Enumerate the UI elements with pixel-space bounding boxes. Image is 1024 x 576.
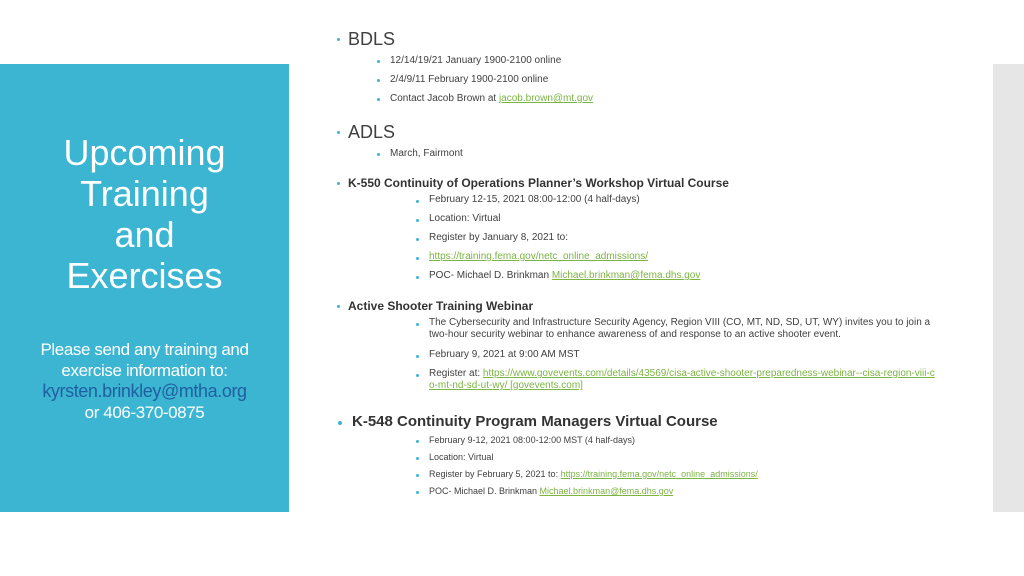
bullet-icon (377, 79, 380, 82)
k548-location: Location: Virtual (429, 452, 494, 462)
bullet-icon (337, 305, 340, 308)
bdls-item-2: 2/4/9/11 February 1900-2100 online (390, 74, 549, 85)
bullet-icon (416, 323, 419, 326)
adls-item-1: March, Fairmont (390, 148, 463, 159)
active-shooter-heading: Active Shooter Training Webinar (348, 299, 534, 313)
active-shooter-register-prefix: Register at: (429, 368, 481, 379)
bullet-icon (416, 374, 419, 377)
active-shooter-register (429, 368, 939, 392)
bullet-icon (416, 440, 419, 443)
slide-title: Upcoming Training and Exercises (63, 132, 226, 296)
bullet-icon (337, 182, 340, 185)
bdls-contact-email-link[interactable]: jacob.brown@mt.gov (498, 93, 594, 104)
right-gray-strip (993, 64, 1024, 512)
active-shooter-description: The Cybersecurity and Infrastructure Security Agency, Region VIII (CO, MT, ND, SD, UT, WY) invites you to join a two-hour security webinar to enhance awareness of and response to an active shooter event. (429, 317, 931, 340)
bullet-icon (337, 131, 340, 134)
contact-email-link[interactable]: kyrsten.brinkley@mtha.org (42, 381, 247, 401)
bullet-icon (377, 98, 380, 101)
bullet-icon (377, 153, 380, 156)
bullet-icon (338, 421, 342, 425)
k550-heading: K-550 Continuity of Operations Planner’s Workshop Virtual Course (348, 176, 729, 190)
bullet-icon (416, 219, 419, 222)
bullet-icon (416, 276, 419, 279)
contact-note-line2: exercise information to: (61, 361, 228, 380)
k550-dates: February 12-15, 2021 08:00-12:00 (4 half-days) (429, 194, 640, 205)
k548-heading: K-548 Continuity Program Managers Virtual Course (352, 413, 718, 430)
bullet-icon (377, 60, 380, 63)
k550-register: Register by January 8, 2021 to: (429, 232, 568, 243)
bullet-icon (337, 38, 340, 41)
active-shooter-register-link[interactable]: https://www.govevents.com/details/43569/cisa-active-shooter-preparedness-webinar--cisa-region-viii-co-mt-nd-sd-ut-wy/ [govevents.com] (429, 368, 935, 391)
bullet-icon (416, 474, 419, 477)
contact-phone: or 406-370-0875 (84, 403, 205, 422)
k550-poc-email-link[interactable]: Michael.brinkman@fema.dhs.gov (551, 270, 701, 281)
bullet-icon (416, 355, 419, 358)
bdls-contact (390, 93, 593, 104)
active-shooter-date: February 9, 2021 at 9:00 AM MST (429, 349, 580, 360)
bdls-item-1: 12/14/19/21 January 1900-2100 online (390, 55, 562, 66)
bullet-icon (416, 491, 419, 494)
k548-register-link[interactable]: https://training.fema.gov/netc_online_admissions/ (560, 469, 758, 479)
bullet-icon (416, 238, 419, 241)
k548-register-prefix: Register by February 5, 2021 to: (429, 469, 559, 479)
bullet-icon (416, 257, 419, 260)
k548-register (429, 469, 758, 479)
k550-poc (429, 270, 700, 281)
k548-dates: February 9-12, 2021 08:00-12:00 MST (4 half-days) (429, 435, 635, 445)
k550-location: Location: Virtual (429, 213, 501, 224)
bullet-icon (416, 457, 419, 460)
bullet-icon (416, 200, 419, 203)
contact-note-line1: Please send any training and (40, 340, 249, 359)
k550-url-link[interactable]: https://training.fema.gov/netc_online_admissions/ (429, 251, 649, 262)
adls-heading: ADLS (348, 122, 396, 142)
k548-poc (429, 486, 673, 496)
k548-poc-prefix: POC- Michael D. Brinkman (429, 486, 538, 496)
k550-poc-prefix: POC- Michael D. Brinkman (429, 270, 550, 281)
bdls-heading: BDLS (348, 29, 396, 49)
k548-poc-email-link[interactable]: Michael.brinkman@fema.dhs.gov (539, 486, 674, 496)
bdls-contact-prefix: Contact Jacob Brown at (390, 93, 497, 104)
